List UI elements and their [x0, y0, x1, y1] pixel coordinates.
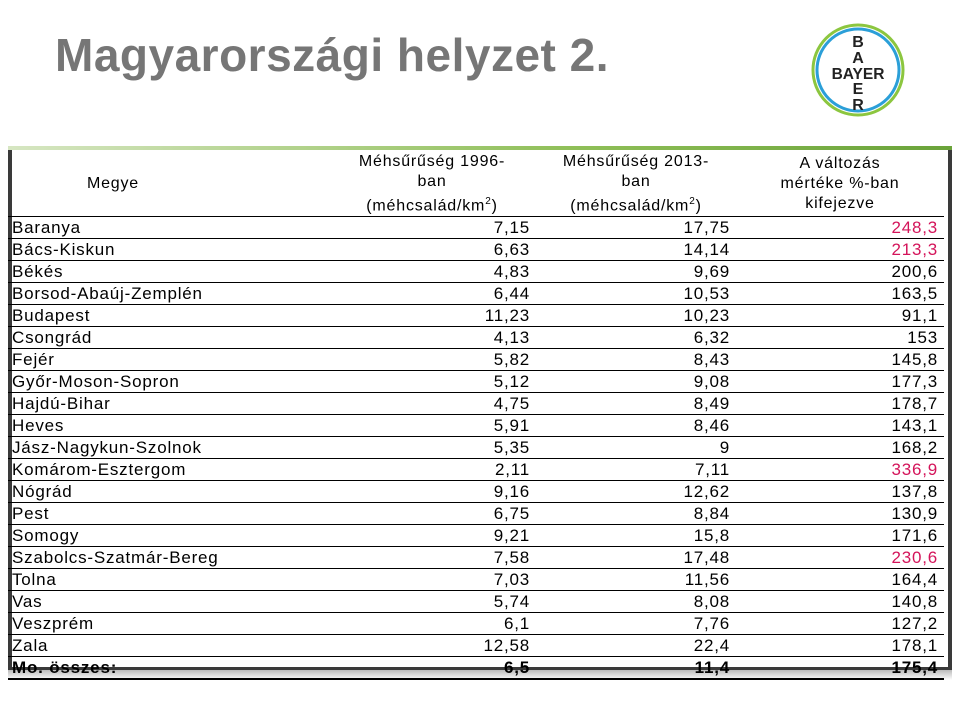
county-name: Budapest: [8, 305, 328, 327]
density-1996: 11,23: [328, 305, 536, 327]
table-body: [8, 217, 944, 680]
density-1996: 7,58: [328, 547, 536, 569]
change-percent: 336,9: [736, 459, 944, 481]
table-row: [8, 613, 944, 635]
table-row: [8, 261, 944, 283]
total-2013: 11,4: [536, 657, 736, 680]
table-row: [8, 525, 944, 547]
density-2013: 8,84: [536, 503, 736, 525]
header-1996: [328, 152, 536, 217]
table-row: [8, 547, 944, 569]
density-1996: 5,74: [328, 591, 536, 613]
change-percent: 130,9: [736, 503, 944, 525]
svg-text:R: R: [852, 97, 864, 114]
change-percent: 145,8: [736, 349, 944, 371]
density-2013: 8,43: [536, 349, 736, 371]
header-1996-unit: (méhcsalád/km: [366, 197, 486, 215]
table-row: [8, 503, 944, 525]
svg-text:BAYER: BAYER: [831, 66, 885, 83]
density-1996: 5,12: [328, 371, 536, 393]
svg-text:B: B: [852, 34, 864, 51]
county-name: Győr-Moson-Sopron: [8, 371, 328, 393]
density-1996: 4,75: [328, 393, 536, 415]
header-1996-close: ): [491, 197, 498, 215]
header-1996-line2: ban: [417, 173, 447, 190]
header-1996-line3: [328, 192, 536, 216]
density-2013: 14,14: [536, 239, 736, 261]
county-name: Zala: [8, 635, 328, 657]
density-1996: 7,15: [328, 217, 536, 239]
change-percent: 200,6: [736, 261, 944, 283]
county-name: Baranya: [8, 217, 328, 239]
density-2013: 22,4: [536, 635, 736, 657]
density-2013: 10,23: [536, 305, 736, 327]
change-percent: 164,4: [736, 569, 944, 591]
density-2013: 8,49: [536, 393, 736, 415]
change-percent: 248,3: [736, 217, 944, 239]
header-2013: [536, 152, 736, 217]
county-name: Fejér: [8, 349, 328, 371]
table-row: [8, 437, 944, 459]
density-1996: 6,44: [328, 283, 536, 305]
header-megye-label: Megye: [86, 175, 140, 193]
density-1996: 4,13: [328, 327, 536, 349]
density-2013: 9: [536, 437, 736, 459]
change-percent: 168,2: [736, 437, 944, 459]
county-name: Bács-Kiskun: [8, 239, 328, 261]
density-1996: 2,11: [328, 459, 536, 481]
header-1996-line1: Méhsűrűség 1996-: [358, 153, 506, 170]
table-row: [8, 239, 944, 261]
change-percent: 177,3: [736, 371, 944, 393]
density-2013: 8,46: [536, 415, 736, 437]
density-1996: 4,83: [328, 261, 536, 283]
header-2013-line2: ban: [621, 173, 651, 190]
density-1996: 5,82: [328, 349, 536, 371]
county-name: Somogy: [8, 525, 328, 547]
table-row: [8, 283, 944, 305]
total-1996: 6,5: [328, 657, 536, 680]
total-label: Mo. összes:: [8, 657, 328, 680]
table-row: [8, 481, 944, 503]
table-row: [8, 591, 944, 613]
bayer-logo: [810, 22, 906, 118]
density-2013: 17,48: [536, 547, 736, 569]
header-change-line2: mértéke %-ban: [780, 175, 900, 193]
change-percent: 178,1: [736, 635, 944, 657]
county-name: Vas: [8, 591, 328, 613]
header-row: [8, 152, 944, 217]
density-2013: 11,56: [536, 569, 736, 591]
change-percent: 230,6: [736, 547, 944, 569]
county-name: Heves: [8, 415, 328, 437]
total-change: 175,4: [736, 657, 944, 680]
change-percent: 127,2: [736, 613, 944, 635]
header-2013-line1: Méhsűrűség 2013-: [562, 153, 710, 170]
density-1996: 6,63: [328, 239, 536, 261]
table-row: [8, 217, 944, 239]
header-2013-sup: 2: [689, 196, 696, 207]
density-2013: 17,75: [536, 217, 736, 239]
density-2013: 12,62: [536, 481, 736, 503]
density-2013: 10,53: [536, 283, 736, 305]
page-title: Magyarországi helyzet 2.: [55, 29, 609, 81]
table-row: [8, 459, 944, 481]
density-2013: 7,76: [536, 613, 736, 635]
change-percent: 140,8: [736, 591, 944, 613]
density-2013: 8,08: [536, 591, 736, 613]
table-row: [8, 371, 944, 393]
density-1996: 5,91: [328, 415, 536, 437]
change-percent: 91,1: [736, 305, 944, 327]
change-percent: 213,3: [736, 239, 944, 261]
total-row: [8, 657, 944, 680]
change-percent: 171,6: [736, 525, 944, 547]
table-row: [8, 327, 944, 349]
header-megye: [8, 152, 328, 217]
change-percent: 143,1: [736, 415, 944, 437]
density-2013: 6,32: [536, 327, 736, 349]
table-row: [8, 635, 944, 657]
table-row: [8, 349, 944, 371]
density-1996: 12,58: [328, 635, 536, 657]
change-percent: 163,5: [736, 283, 944, 305]
county-name: Szabolcs-Szatmár-Bereg: [8, 547, 328, 569]
header-change: [736, 152, 944, 217]
table-row: [8, 569, 944, 591]
density-2013: 15,8: [536, 525, 736, 547]
svg-text:E: E: [852, 81, 864, 98]
density-1996: 6,1: [328, 613, 536, 635]
density-2013: 7,11: [536, 459, 736, 481]
header-2013-close: ): [695, 197, 702, 215]
header-change-line1: A változás: [799, 155, 881, 173]
county-name: Tolna: [8, 569, 328, 591]
county-name: Nógrád: [8, 481, 328, 503]
table-row: [8, 415, 944, 437]
county-name: Borsod-Abaúj-Zemplén: [8, 283, 328, 305]
density-1996: 7,03: [328, 569, 536, 591]
density-2013: 9,08: [536, 371, 736, 393]
county-name: Hajdú-Bihar: [8, 393, 328, 415]
county-name: Pest: [8, 503, 328, 525]
table-row: [8, 393, 944, 415]
density-1996: 5,35: [328, 437, 536, 459]
table-row: [8, 305, 944, 327]
density-1996: 9,21: [328, 525, 536, 547]
header-2013-unit: (méhcsalád/km: [570, 197, 690, 215]
svg-text:A: A: [852, 50, 864, 67]
change-percent: 137,8: [736, 481, 944, 503]
change-percent: 178,7: [736, 393, 944, 415]
county-name: Veszprém: [8, 613, 328, 635]
density-1996: 9,16: [328, 481, 536, 503]
county-name: Békés: [8, 261, 328, 283]
change-percent: 153: [736, 327, 944, 349]
header-change-line3: kifejezve: [805, 195, 875, 213]
header-1996-sup: 2: [485, 196, 492, 207]
density-1996: 6,75: [328, 503, 536, 525]
county-density-table: [8, 152, 944, 680]
county-name: Jász-Nagykun-Szolnok: [8, 437, 328, 459]
county-name: Komárom-Esztergom: [8, 459, 328, 481]
header-2013-line3: [536, 192, 736, 216]
density-2013: 9,69: [536, 261, 736, 283]
county-name: Csongrád: [8, 327, 328, 349]
